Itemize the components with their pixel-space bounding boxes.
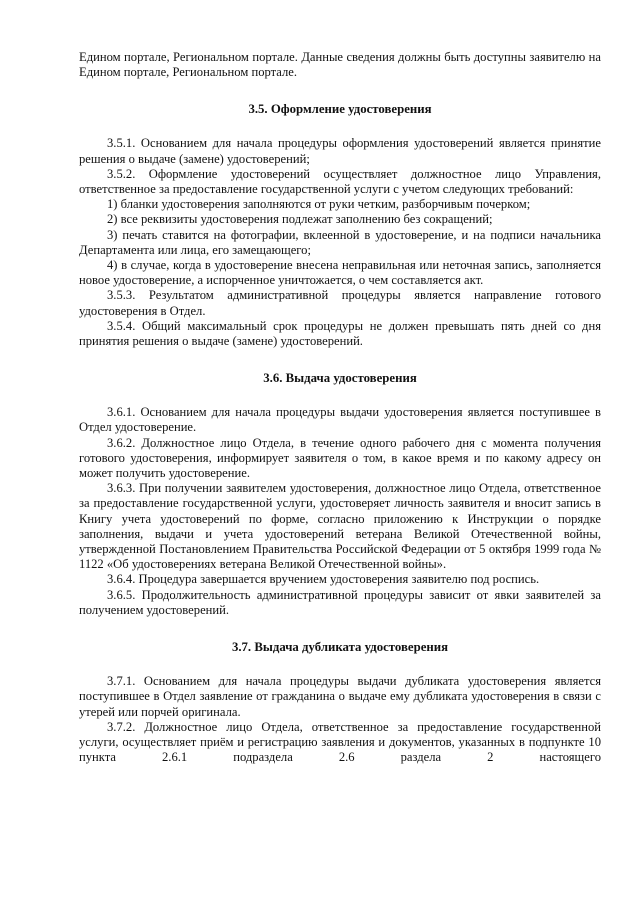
paragraph-3-5-2: 3.5.2. Оформление удостоверений осуществляет должностное лицо Управления, ответственное за предоставление государственной услуги с учетом следующих требований: xyxy=(79,166,601,197)
list-item-1: 1) бланки удостоверения заполняются от руки четким, разборчивым почерком; xyxy=(107,197,531,212)
document-page xyxy=(79,50,601,765)
paragraph-3-5-3: 3.5.3. Результатом административной процедуры является направление готового удостоверения в Отдел. xyxy=(79,288,601,318)
paragraph-3-7-1: 3.7.1. Основанием для начала процедуры выдачи дубликата удостоверения является поступившее в Отдел заявление от гражданина о выдаче ему дубликата удостоверения в связи с утерей или порчей оригинала. xyxy=(79,674,601,719)
paragraph-3-6-4: 3.6.4. Процедура завершается вручением удостоверения заявителю под роспись. xyxy=(107,572,540,587)
paragraph-3-6-5: 3.6.5. Продолжительность административной процедуры зависит от явки заявителей за получением удостоверений. xyxy=(79,587,601,617)
section-heading-3-5: 3.5. Оформление удостоверения xyxy=(248,102,432,117)
paragraph-3-6-1: 3.6.1. Основанием для начала процедуры выдачи удостоверения является поступившее в Отдел удостоверение. xyxy=(79,405,601,435)
paragraph-3-7-2: 3.7.2. Должностное лицо Отдела, ответственное за предоставление государственной услуги, осуществляет приём и регистрацию заявления и документов, указанных в подпункте 10 пункта 2.6.1 подраздела 2.6 раздела 2 настоящего xyxy=(79,719,601,765)
list-item-2: 2) все реквизиты удостоверения подлежат заполнению без сокращений; xyxy=(107,212,493,227)
section-heading-3-6: 3.6. Выдача удостоверения xyxy=(263,371,417,386)
list-item-3: 3) печать ставится на фотографии, вклеенной в удостоверение, и на подписи начальника Департамента или лица, его замещающего; xyxy=(79,227,601,257)
list-item-4: 4) в случае, когда в удостоверение внесена неправильная или неточная запись, заполняется новое удостоверение, а испорченное уничтожается, о чем составляется акт. xyxy=(79,258,601,288)
paragraph-3-6-3: 3.6.3. При получении заявителем удостоверения, должностное лицо Отдела, ответственное за предоставление государственной услуги, удостоверяет личность заявителя и вносит запись в Книгу учета удостоверений по форме, согласно приложению к Инструкции о порядке заполнения, выдачи и учета удостоверений ветерана Великой Отечественной войны, утвержденной Постановлением Правительства Российской Федерации от 5 октября 1999 года № 1122 «Об удостоверениях ветерана Великой Отечественной войны». xyxy=(79,481,601,572)
paragraph-3-5-1: 3.5.1. Основанием для начала процедуры оформления удостоверений является принятие решения о выдаче (замене) удостоверений; xyxy=(79,136,601,166)
intro-paragraph: Едином портале, Региональном портале. Данные сведения должны быть доступны заявителю на Едином портале, Региональном портале. xyxy=(79,50,601,80)
section-heading-3-7: 3.7. Выдача дубликата удостоверения xyxy=(231,640,449,655)
paragraph-3-6-2: 3.6.2. Должностное лицо Отдела, в течение одного рабочего дня с момента получения готового удостоверения, информирует заявителя о том, в какое время и по какому адресу он может получить удостоверение. xyxy=(79,435,601,481)
paragraph-3-5-4: 3.5.4. Общий максимальный срок процедуры не должен превышать пять дней со дня принятия решения о выдаче (замене) удостоверений. xyxy=(79,318,601,349)
